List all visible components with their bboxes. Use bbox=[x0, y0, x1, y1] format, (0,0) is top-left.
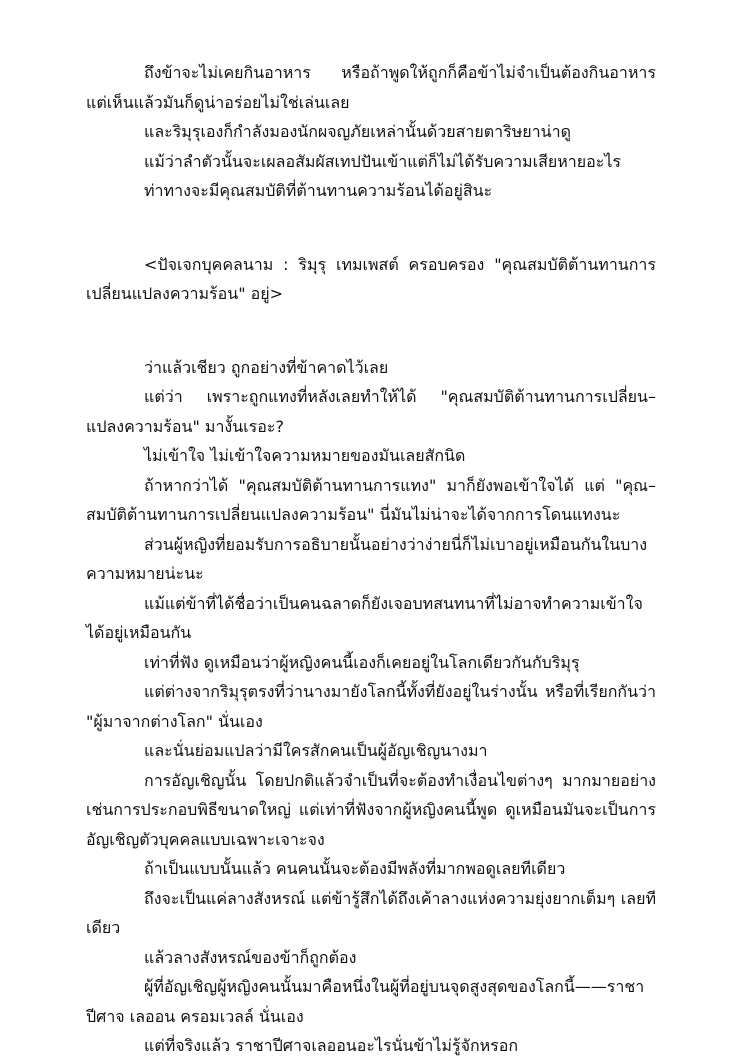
paragraph: แต่ต่างจากริมุรุตรงที่ว่านางมายังโลกนี้ทั้งที่ยังอยู่ในร่างนั้น หรือที่เรียกกันว่า "ผู้มาจากต่างโลก" นั่นเอง bbox=[86, 682, 656, 731]
paragraph: ท่าทางจะมีคุณสมบัติที่ต้านทานความร้อนได้อยู่สินะ bbox=[144, 181, 493, 200]
paragraph: และริมุรุเองก็กำลังมองนักผจญภัยเหล่านั้นด้วยสายตาริษยาน่าดู bbox=[144, 122, 571, 141]
paragraph: การอัญเชิญนั้น โดยปกติแล้วจำเป็นที่จะต้องทำเงื่อนไขต่างๆ มากมายอย่างเช่นการประกอบพิธีขนาดใหญ่ แต่เท่าที่ฟังจากผู้หญิงคนนี้พูด ดูเหมือนมันจะเป็นการอัญเชิญตัวบุคคลแบบเฉพาะเจาะจง bbox=[86, 770, 656, 849]
paragraph: ไม่เข้าใจ ไม่เข้าใจความหมายของมันเลยสักนิด bbox=[144, 446, 466, 465]
system-message: <ปัจเจกบุคคลนาม : ริมุรุ เทมเพสต์ ครอบครอง "คุณสมบัติต้านทานการเปลี่ยนแปลงความร้อน" อยู่> bbox=[86, 254, 656, 303]
paragraph: แม้แต่ข้าที่ได้ชื่อว่าเป็นคนฉลาดก็ยังเจอบทสนทนาที่ไม่อาจทำความเข้าใจได้อยู่เหมือนกัน bbox=[86, 593, 643, 642]
paragraph: แม้ว่าลำตัวนั้นจะเผลอสัมผัสเทปปันเข้าแต่ก็ไม่ได้รับความเสียหายอะไร bbox=[144, 151, 621, 171]
paragraph: แต่ว่า เพราะถูกแทงที่หลังเลยทำให้ได้ "คุณสมบัติต้านทานการเปลี่ยน–แปลงความร้อน" มางั้นเรอะ? bbox=[86, 387, 656, 436]
paragraph: แต่ที่จริงแล้ว ราชาปีศาจเลออนอะไรนั่นข้าไม่รู้จักหรอก bbox=[144, 1036, 519, 1055]
paragraph: ถ้าเป็นแบบนั้นแล้ว คนคนนั้นจะต้องมีพลังที่มากพอดูเลยทีเดียว bbox=[144, 859, 566, 878]
blank-line bbox=[86, 309, 656, 353]
paragraph: ถึงจะเป็นแค่ลางสังหรณ์ แต่ข้ารู้สึกได้ถึงเค้าลางแห่งความยุ่งยากเต็มๆ เลยทีเดียว bbox=[86, 888, 656, 937]
paragraph: เท่าที่ฟัง ดูเหมือนว่าผู้หญิงคนนี้เองก็เคยอยู่ในโลกเดียวกันกับริมุรุ bbox=[144, 652, 580, 672]
blank-line bbox=[86, 206, 656, 250]
document-page bbox=[86, 58, 656, 1061]
paragraph: ผู้ที่อัญเชิญผู้หญิงคนนั้นมาคือหนึ่งในผู้ที่อยู่บนจุดสูงสุดของโลกนี้——ราชาปีศาจ เลออน ครอมเวลล์ นั่นเอง bbox=[86, 977, 645, 1026]
paragraph: ว่าแล้วเชียว ถูกอย่างที่ข้าคาดไว้เลย bbox=[144, 357, 389, 377]
paragraph: ส่วนผู้หญิงที่ยอมรับการอธิบายนั้นอย่างว่าง่ายนี่ก็ไม่เบาอยู่เหมือนกันในบางความหมายน่ะนะ bbox=[86, 534, 648, 583]
paragraph: และนั่นย่อมแปลว่ามีใครสักคนเป็นผู้อัญเชิญนางมา bbox=[144, 741, 488, 760]
paragraph: แล้วลางสังหรณ์ของข้าก็ถูกต้อง bbox=[144, 947, 357, 967]
paragraph: ถ้าหากว่าได้ "คุณสมบัติต้านทานการแทง" มาก็ยังพอเข้าใจได้ แต่ "คุณ–สมบัติต้านทานการเปลี่ยนแปลงความร้อน" นี่มันไม่น่าจะได้จากการโดนแทงนะ bbox=[86, 475, 656, 524]
paragraph: ถึงข้าจะไม่เคยกินอาหาร หรือถ้าพูดให้ถูกก็คือข้าไม่จำเป็นต้องกินอาหาร แต่เห็นแล้วมันก็ดูน่าอร่อยไม่ใช่เล่นเลย bbox=[86, 63, 656, 112]
